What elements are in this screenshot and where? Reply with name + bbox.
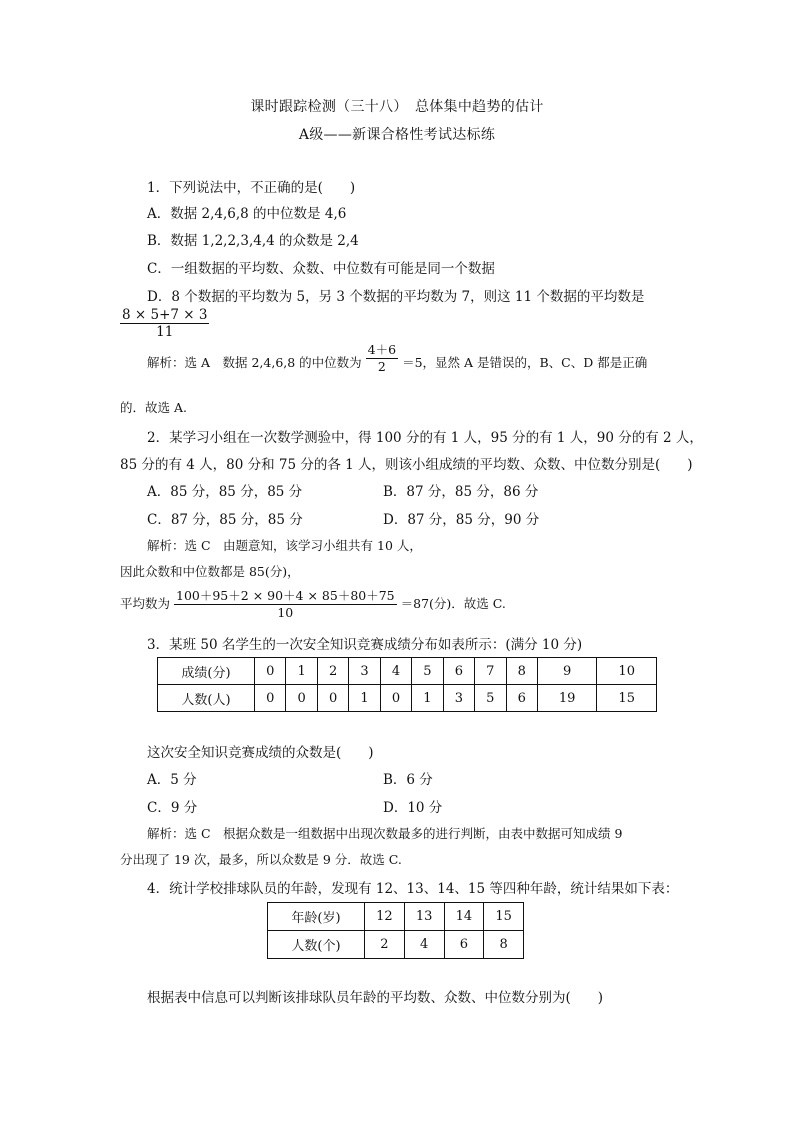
table-cell: 4 <box>380 658 411 685</box>
q2-answer-line1: 解析：选 C 由题意知，该学习小组共有 10 人， <box>147 538 422 553</box>
q3-option-a: A．5 分 <box>147 772 197 788</box>
table-cell: 0 <box>286 685 317 712</box>
page-subtitle: A级——新课合格性考试达标练 <box>298 127 496 143</box>
q4-stem: 4．统计学校排球队员的年龄，发现有 12、13、14、15 等四种年龄，统计结果如下表： <box>147 881 679 897</box>
q2-option-b: B．87 分，85 分，86 分 <box>383 484 539 500</box>
table-cell: 10 <box>597 658 657 685</box>
q1-option-d: D．8 个数据的平均数为 5，另 3 个数据的平均数为 7，则这 11 个数据的平均数是 <box>147 289 645 305</box>
q1-ans-frac-den: 2 <box>377 359 386 374</box>
table-cell: 2 <box>317 658 348 685</box>
q1-d-frac-den: 11 <box>156 324 174 340</box>
q2-option-c: C．87 分，85 分，85 分 <box>147 512 303 528</box>
q1-d-frac-num: 8 × 5+7 × 3 <box>122 307 208 323</box>
q1-option-c: C．一组数据的平均数、众数、中位数有可能是同一个数据 <box>147 261 495 277</box>
q1-stem: 1．下列说法中，不正确的是( ) <box>147 180 356 196</box>
table-cell: 0 <box>255 685 286 712</box>
q4-question: 根据表中信息可以判断该排球队员年龄的平均数、众数、中位数分别为( ) <box>147 990 604 1006</box>
q2-answer-line2: 因此众数和中位数都是 85(分)， <box>120 564 300 579</box>
table-row <box>158 658 657 685</box>
table-cell: 1 <box>286 658 317 685</box>
table-cell: 3 <box>349 658 380 685</box>
q1-option-a: A．数据 2,4,6,8 的中位数是 4,6 <box>147 206 347 222</box>
q3-answer-line1: 解析：选 C 根据众数是一组数据中出现次数最多的进行判断，由表中数据可知成绩 9 <box>147 826 623 841</box>
table-cell: 1 <box>349 685 380 712</box>
table-cell: 0 <box>317 685 348 712</box>
q1-option-b: B．数据 1,2,2,3,4,4 的众数是 2,4 <box>147 233 359 249</box>
table-cell: 15 <box>484 903 524 931</box>
table-cell: 8 <box>506 658 537 685</box>
table-cell: 12 <box>365 903 405 931</box>
table-cell: 6 <box>444 931 484 959</box>
q3-option-d: D．10 分 <box>383 800 443 816</box>
q1-answer <box>147 342 648 375</box>
table-cell: 2 <box>365 931 405 959</box>
q1-answer-pre: 解析：选 A 数据 2,4,6,8 的中位数为 <box>147 355 362 370</box>
q2-option-a: A．85 分，85 分，85 分 <box>147 484 303 500</box>
table-header-cell: 成绩(分) <box>158 658 255 685</box>
table-cell: 0 <box>255 658 286 685</box>
table-cell: 15 <box>597 685 657 712</box>
q3-option-c: C．9 分 <box>147 800 198 816</box>
table-cell: 9 <box>537 658 596 685</box>
q2-answer-post: ＝87(分)．故选 C. <box>400 596 506 611</box>
q2-stem-line1: 2．某学习小组在一次数学测验中，得 100 分的有 1 人，95 分的有 1 人，90 分的有 2 人， <box>147 430 703 446</box>
q2-option-d: D．87 分，85 分，90 分 <box>383 512 540 528</box>
table-cell: 6 <box>443 658 474 685</box>
table-cell: 7 <box>475 658 506 685</box>
q2-answer-pre: 平均数为 <box>120 596 171 611</box>
q1-ans-frac-num: 4＋6 <box>367 342 397 357</box>
q1-answer-line2: 的．故选 A. <box>120 400 187 415</box>
table-cell: 0 <box>380 685 411 712</box>
table-cell: 5 <box>412 658 443 685</box>
table-cell: 1 <box>412 685 443 712</box>
table-cell: 8 <box>484 931 524 959</box>
q3-question: 这次安全知识竞赛成绩的众数是( ) <box>147 745 374 761</box>
q2-ans-frac-num: 100＋95＋2 × 90＋4 × 85＋80＋75 <box>176 588 395 603</box>
q2-answer-line3 <box>120 588 506 621</box>
table-header-cell: 年龄(岁) <box>268 903 365 931</box>
page-title: 课时跟踪检测（三十八） 总体集中趋势的估计 <box>250 99 544 115</box>
q3-stem: 3．某班 50 名学生的一次安全知识竞赛成绩分布如表所示：(满分 10 分) <box>147 637 583 653</box>
q3-answer-line2: 分出现了 19 次，最多，所以众数是 9 分．故选 C. <box>120 852 402 867</box>
table-cell: 5 <box>475 685 506 712</box>
q3-option-b: B．6 分 <box>383 772 433 788</box>
table-row <box>268 931 524 959</box>
table-row <box>268 903 524 931</box>
q1-answer-post: ＝5，显然 A 是错误的，B、C、D 都是正确 <box>402 355 648 370</box>
table-header-cell: 人数(人) <box>158 685 255 712</box>
table-cell: 3 <box>443 685 474 712</box>
table-cell: 13 <box>404 903 444 931</box>
q2-ans-frac-den: 10 <box>277 605 294 620</box>
q1-d-fraction <box>120 307 209 340</box>
table-cell: 14 <box>444 903 484 931</box>
table-cell: 6 <box>506 685 537 712</box>
table-row <box>158 685 657 712</box>
table-cell: 19 <box>537 685 596 712</box>
table-cell: 4 <box>404 931 444 959</box>
q4-age-table <box>267 902 524 959</box>
table-header-cell: 人数(个) <box>268 931 365 959</box>
q3-score-table <box>157 657 657 712</box>
q2-stem-line2: 85 分的有 4 人，80 分和 75 分的各 1 人，则该小组成绩的平均数、众数、中位数分别是( ) <box>120 457 693 473</box>
